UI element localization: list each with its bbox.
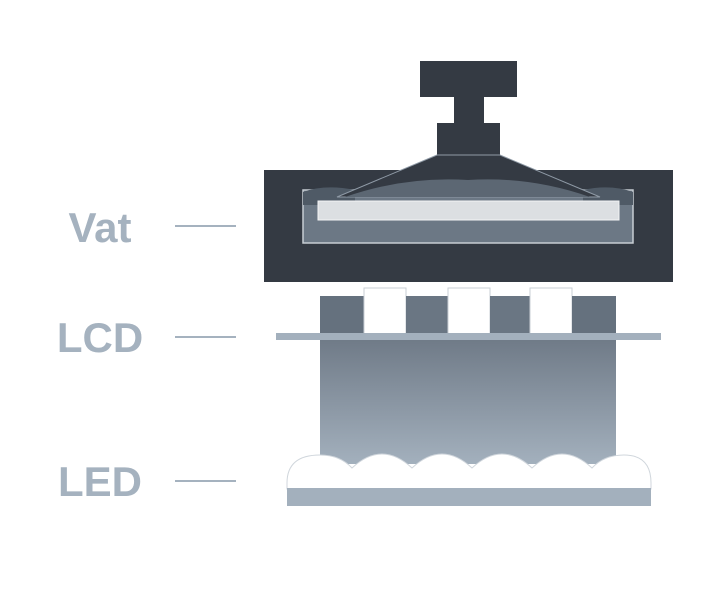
led-base [287,488,651,506]
lcd-pixel-dark [572,296,616,336]
label-vat: Vat [68,204,132,251]
build-platform [318,61,619,220]
platform-stem [454,97,484,124]
lcd-pixel-dark [406,296,448,336]
build-plate [318,201,619,220]
lcd-pixel-dark [490,296,530,336]
platform-neck [437,123,500,156]
lcd-panel [276,333,661,340]
platform-knob [420,61,517,97]
lcd-pixel-clear [530,288,572,336]
label-lcd: LCD [56,314,144,361]
label-led: LED [58,458,142,505]
lcd-mask [320,288,616,336]
light-column [320,336,616,464]
lcd-pixel-clear [364,288,406,336]
lcd-pixel-dark [320,296,364,336]
lcd-pixel-clear [448,288,490,336]
